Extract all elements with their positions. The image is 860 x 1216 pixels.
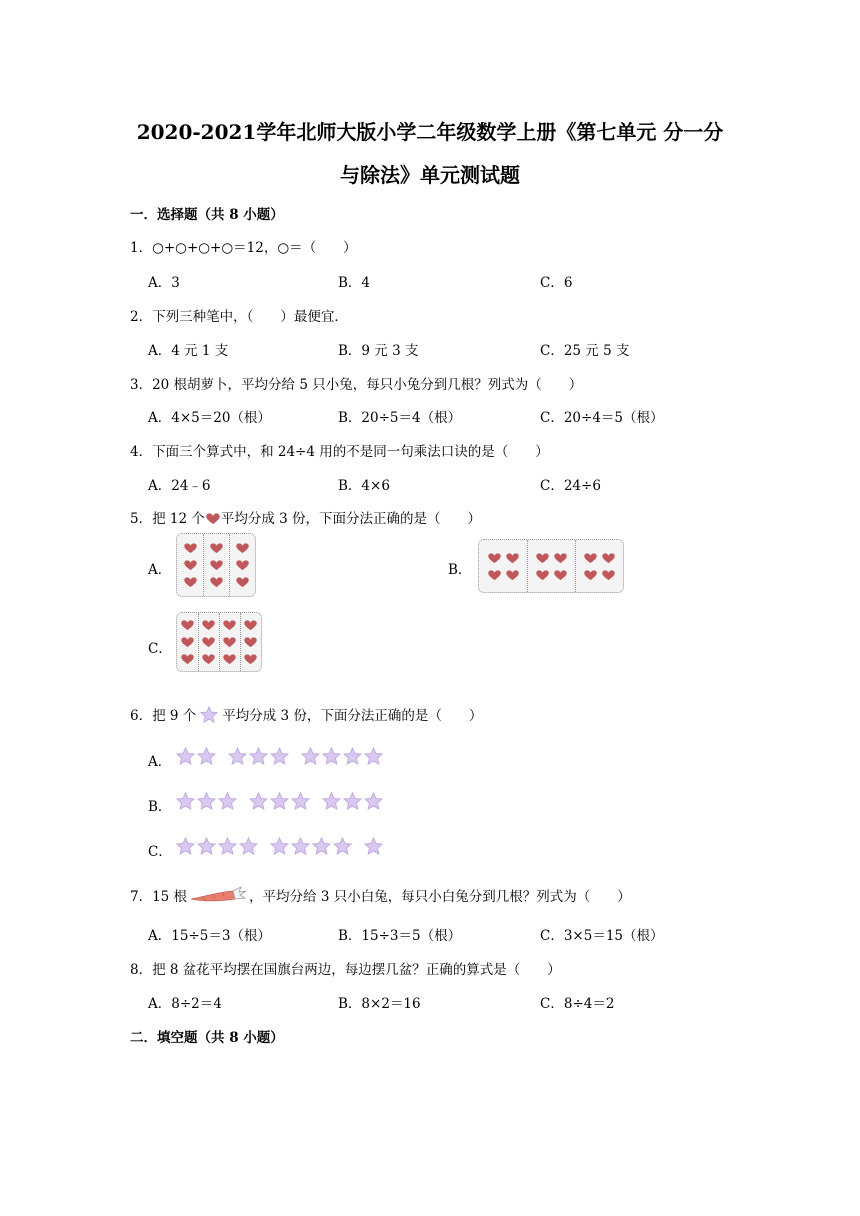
q3-option-b: B．20÷5＝4（根） <box>338 410 462 426</box>
heart-icon <box>201 653 216 665</box>
question-4-stem: 4．下面三个算式中，和 24÷4 用的不是同一句乘法口诀的是（ ） <box>130 444 549 460</box>
q7-stem-post: ，平均分给 3 只小白兔，每只小白兔分到几根？列式为（ ） <box>249 889 631 905</box>
star-icon <box>218 792 237 810</box>
star-icon <box>291 792 310 810</box>
q1-option-c: C．6 <box>540 275 573 291</box>
star-icon <box>270 747 289 765</box>
star-icon <box>322 792 341 810</box>
q3-option-a: A．4×5＝20（根） <box>148 410 271 426</box>
heart-icon <box>180 653 195 665</box>
q5-option-c-label: C． <box>148 641 172 657</box>
star-icon <box>249 792 268 810</box>
star-icon <box>228 747 247 765</box>
star-icon <box>333 837 352 855</box>
heart-icon <box>222 653 237 665</box>
q7-stem-pre: 7．15 根 <box>130 889 188 905</box>
heart-icon <box>583 569 598 581</box>
star-icon <box>270 837 289 855</box>
section-heading-fill: 二．填空题（共 8 小题） <box>130 1030 284 1046</box>
question-7-stem <box>130 885 631 905</box>
heart-icon <box>183 576 198 588</box>
q5-option-a-label: A． <box>148 562 172 578</box>
question-2-stem: 2．下列三种笔中，（ ）最便宜． <box>130 309 348 325</box>
q4-option-b: B．4×6 <box>338 478 390 494</box>
q8-option-a: A．8÷2＝4 <box>148 996 222 1012</box>
q2-option-c: C．25 元 5 支 <box>540 343 630 359</box>
star-icon <box>343 792 362 810</box>
star-icon <box>291 837 310 855</box>
question-6-stem <box>130 704 482 724</box>
star-icon <box>176 792 195 810</box>
q8-option-b: B．8×2＝16 <box>338 996 421 1012</box>
q6-stem-post: 平均分成 3 份，下面分法正确的是（ ） <box>222 708 483 724</box>
star-icon <box>312 837 331 855</box>
heart-icon <box>183 559 198 571</box>
star-icon <box>364 747 383 765</box>
star-icon <box>322 747 341 765</box>
heart-icon <box>243 619 258 631</box>
heart-icon <box>505 552 520 564</box>
q2-option-a: A．4 元 1 支 <box>148 343 229 359</box>
question-5-stem <box>130 507 481 527</box>
heart-icon <box>180 619 195 631</box>
star-icon <box>343 747 362 765</box>
q5-option-a-image <box>176 533 256 597</box>
q6-option-a-label: A． <box>148 754 172 770</box>
heart-icon <box>505 569 520 581</box>
q7-option-a: A．15÷5＝3（根） <box>148 928 271 944</box>
question-8-stem: 8．把 8 盆花平均摆在国旗台两边，每边摆几盆？正确的算式是（ ） <box>130 962 561 978</box>
heart-icon <box>243 636 258 648</box>
heart-icon <box>201 619 216 631</box>
heart-icon <box>487 569 502 581</box>
q6-stem-pre: 6．把 9 个 <box>130 708 197 724</box>
q2-option-b: B．9 元 3 支 <box>338 343 419 359</box>
q1-option-b: B．4 <box>338 275 371 291</box>
star-icon <box>218 837 237 855</box>
star-icon <box>364 837 383 855</box>
heart-icon <box>201 636 216 648</box>
star-icon <box>301 747 320 765</box>
heart-icon <box>222 636 237 648</box>
star-icon <box>197 837 216 855</box>
q6-option-b-label: B． <box>148 799 172 815</box>
star-icon <box>197 792 216 810</box>
q1-option-a: A．3 <box>148 275 180 291</box>
heart-icon <box>180 636 195 648</box>
q7-option-c: C．3×5＝15（根） <box>540 928 664 944</box>
q6-option-a-image <box>176 746 386 768</box>
heart-icon <box>209 576 224 588</box>
heart-icon <box>553 552 568 564</box>
heart-icon <box>209 542 224 554</box>
question-1-stem: 1．○+○+○+○＝12，○＝（ ） <box>130 240 357 256</box>
heart-icon <box>222 619 237 631</box>
heart-icon <box>583 552 598 564</box>
star-icon <box>200 706 218 723</box>
q5-stem-post: 平均分成 3 份，下面分法正确的是（ ） <box>220 511 482 527</box>
star-icon <box>176 837 195 855</box>
q6-option-c-label: C． <box>148 844 172 860</box>
section-heading-choice: 一．选择题（共 8 小题） <box>130 207 284 223</box>
q4-option-a: A．24﹣6 <box>148 478 211 494</box>
q7-option-b: B．15÷3＝5（根） <box>338 928 462 944</box>
heart-icon <box>183 542 198 554</box>
star-icon <box>270 792 289 810</box>
q5-option-b-image <box>478 539 624 593</box>
star-icon <box>249 747 268 765</box>
q5-option-c-image <box>176 612 262 672</box>
heart-icon <box>601 569 616 581</box>
q8-option-c: C．8÷4＝2 <box>540 996 615 1012</box>
star-icon <box>239 837 258 855</box>
q5-stem-pre: 5．把 12 个 <box>130 511 205 527</box>
q5-option-b-label: B． <box>448 562 472 578</box>
star-icon <box>176 747 195 765</box>
q6-option-b-image <box>176 791 386 813</box>
q4-option-c: C．24÷6 <box>540 478 601 494</box>
heart-icon <box>235 576 250 588</box>
carrot-icon <box>189 885 247 905</box>
heart-icon <box>243 653 258 665</box>
heart-icon <box>205 512 221 525</box>
heart-icon <box>487 552 502 564</box>
heart-icon <box>601 552 616 564</box>
heart-icon <box>535 552 550 564</box>
heart-icon <box>235 559 250 571</box>
star-icon <box>197 747 216 765</box>
heart-icon <box>535 569 550 581</box>
question-3-stem: 3．20 根胡萝卜，平均分给 5 只小兔，每只小兔分到几根？列式为（ ） <box>130 377 583 393</box>
q3-option-c: C．20÷4＝5（根） <box>540 410 664 426</box>
heart-icon <box>553 569 568 581</box>
heart-icon <box>235 542 250 554</box>
doc-title-line1: 2020-2021学年北师大版小学二年级数学上册《第七单元 分一分 <box>136 120 724 144</box>
q6-option-c-image <box>176 836 386 858</box>
star-icon <box>364 792 383 810</box>
heart-icon <box>209 559 224 571</box>
doc-title-line2: 与除法》单元测试题 <box>340 163 520 187</box>
